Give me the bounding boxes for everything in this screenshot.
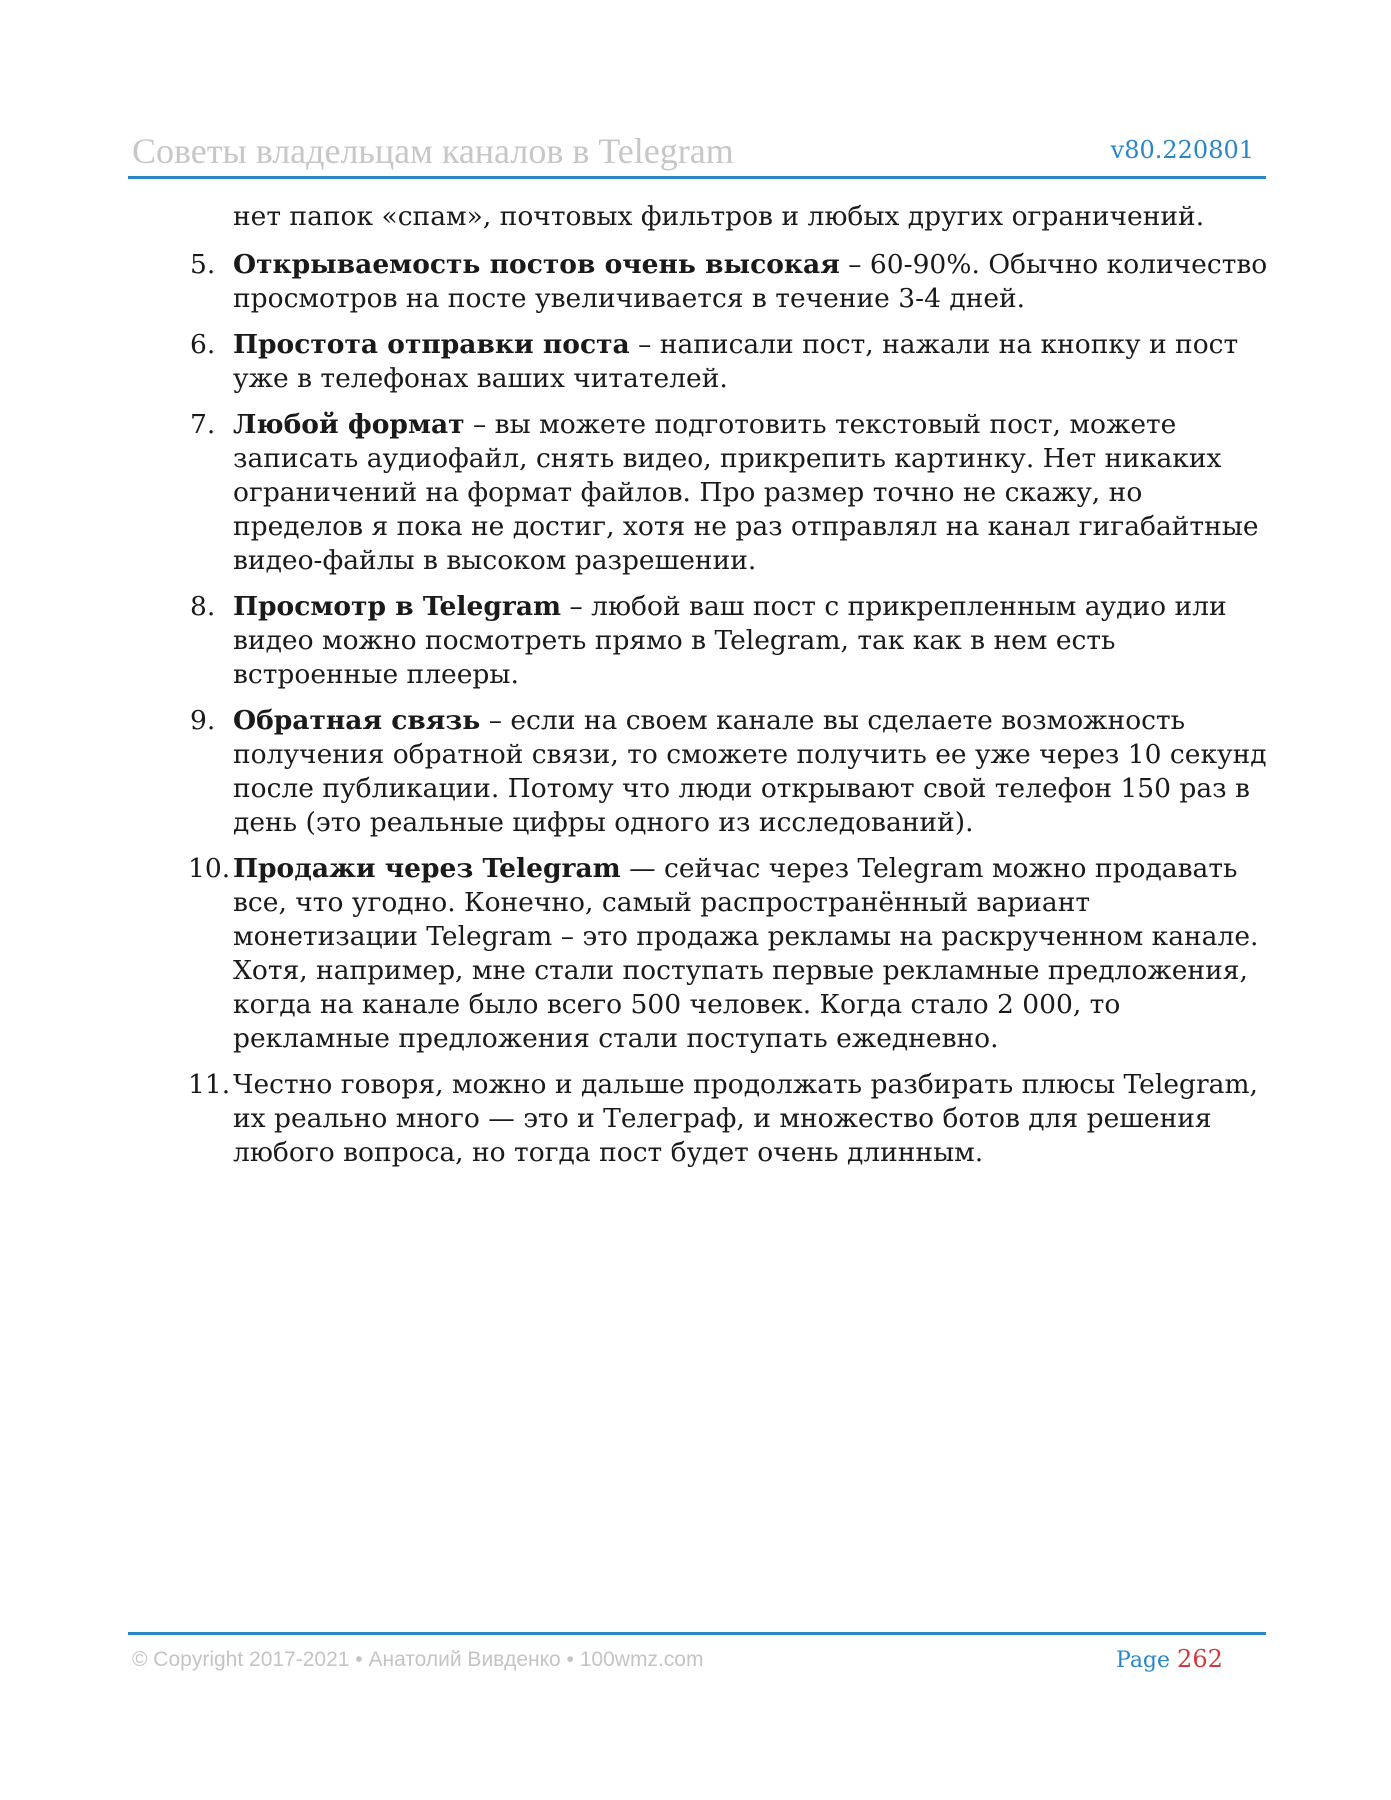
- footer-divider: [128, 1632, 1266, 1635]
- item-number: 10.: [188, 853, 231, 884]
- item-heading: Продажи через Telegram: [233, 853, 621, 884]
- main-content: [190, 200, 1270, 1182]
- page-label: Page: [1116, 1648, 1171, 1673]
- list-item: [190, 1068, 1270, 1170]
- item-text: – любой ваш пост с прикрепленным аудио или видео можно посмотреть прямо в Telegram, так как в нем есть встроенные плееры.: [233, 591, 1227, 690]
- item-text: – написали пост, нажали на кнопку и пост уже в телефонах ваших читателей.: [233, 329, 1239, 394]
- item-text: Честно говоря, можно и дальше продолжать разбирать плюсы Telegram, их реально много — это и Телеграф, и множество ботов для решения любого вопроса, но тогда пост будет очень длинным.: [233, 1069, 1258, 1168]
- item-heading: Обратная связь: [233, 705, 481, 736]
- item-heading: Открываемость постов очень высокая: [233, 249, 840, 280]
- item-number: 8.: [190, 591, 216, 622]
- item-heading: Любой формат: [233, 409, 465, 440]
- item-text: – если на своем канале вы сделаете возможность получения обратной связи, то сможете получить ее уже через 10 секунд после публикации. Потому что люди открывают свой телефон 150 раз в день (это реальные цифры одного из исследований).: [233, 705, 1267, 838]
- continuation-text: нет папок «спам», почтовых фильтров и любых других ограничений.: [233, 201, 1205, 232]
- item-heading: Простота отправки поста: [233, 329, 630, 360]
- item-number: 6.: [190, 329, 216, 360]
- item-text: – вы можете подготовить текстовый пост, можете записать аудиофайл, снять видео, прикрепить картинку. Нет никаких ограничений на формат файлов. Про размер точно не скажу, но пределов я пока не достиг, хотя не раз отправлял на канал гигабайтные видео-файлы в высоком разрешении.: [233, 409, 1259, 576]
- item-text: – 60-90%. Обычно количество просмотров на посте увеличивается в течение 3-4 дней.: [233, 249, 1268, 314]
- list-item: [190, 248, 1270, 316]
- item-number: 11.: [188, 1069, 231, 1100]
- page-header: [128, 124, 1266, 179]
- item-number: 7.: [190, 409, 216, 440]
- list-item: [190, 852, 1270, 1056]
- list-item: [190, 590, 1270, 692]
- item-number: 5.: [190, 249, 216, 280]
- header-version: v80.220801: [1110, 136, 1254, 164]
- list-item: [190, 408, 1270, 578]
- item-text: — сейчас через Telegram можно продавать все, что угодно. Конечно, самый распространённый вариант монетизации Telegram – это продажа рекламы на раскрученном канале. Хотя, например, мне стали поступать первые рекламные предложения, когда на канале было всего 500 человек. Когда стало 2 000, то рекламные предложения стали поступать ежедневно.: [233, 853, 1259, 1054]
- footer-copyright: © Copyright 2017-2021 • Анатолий Вивденко • 100wmz.com: [132, 1648, 704, 1671]
- item-heading: Просмотр в Telegram: [233, 591, 562, 622]
- item-number: 9.: [190, 705, 216, 736]
- list-item: [190, 704, 1270, 840]
- list-item: [190, 328, 1270, 396]
- page-number: 262: [1177, 1645, 1223, 1673]
- header-title: Советы владельцам каналов в Telegram: [132, 131, 734, 171]
- page-indicator: [1116, 1645, 1223, 1673]
